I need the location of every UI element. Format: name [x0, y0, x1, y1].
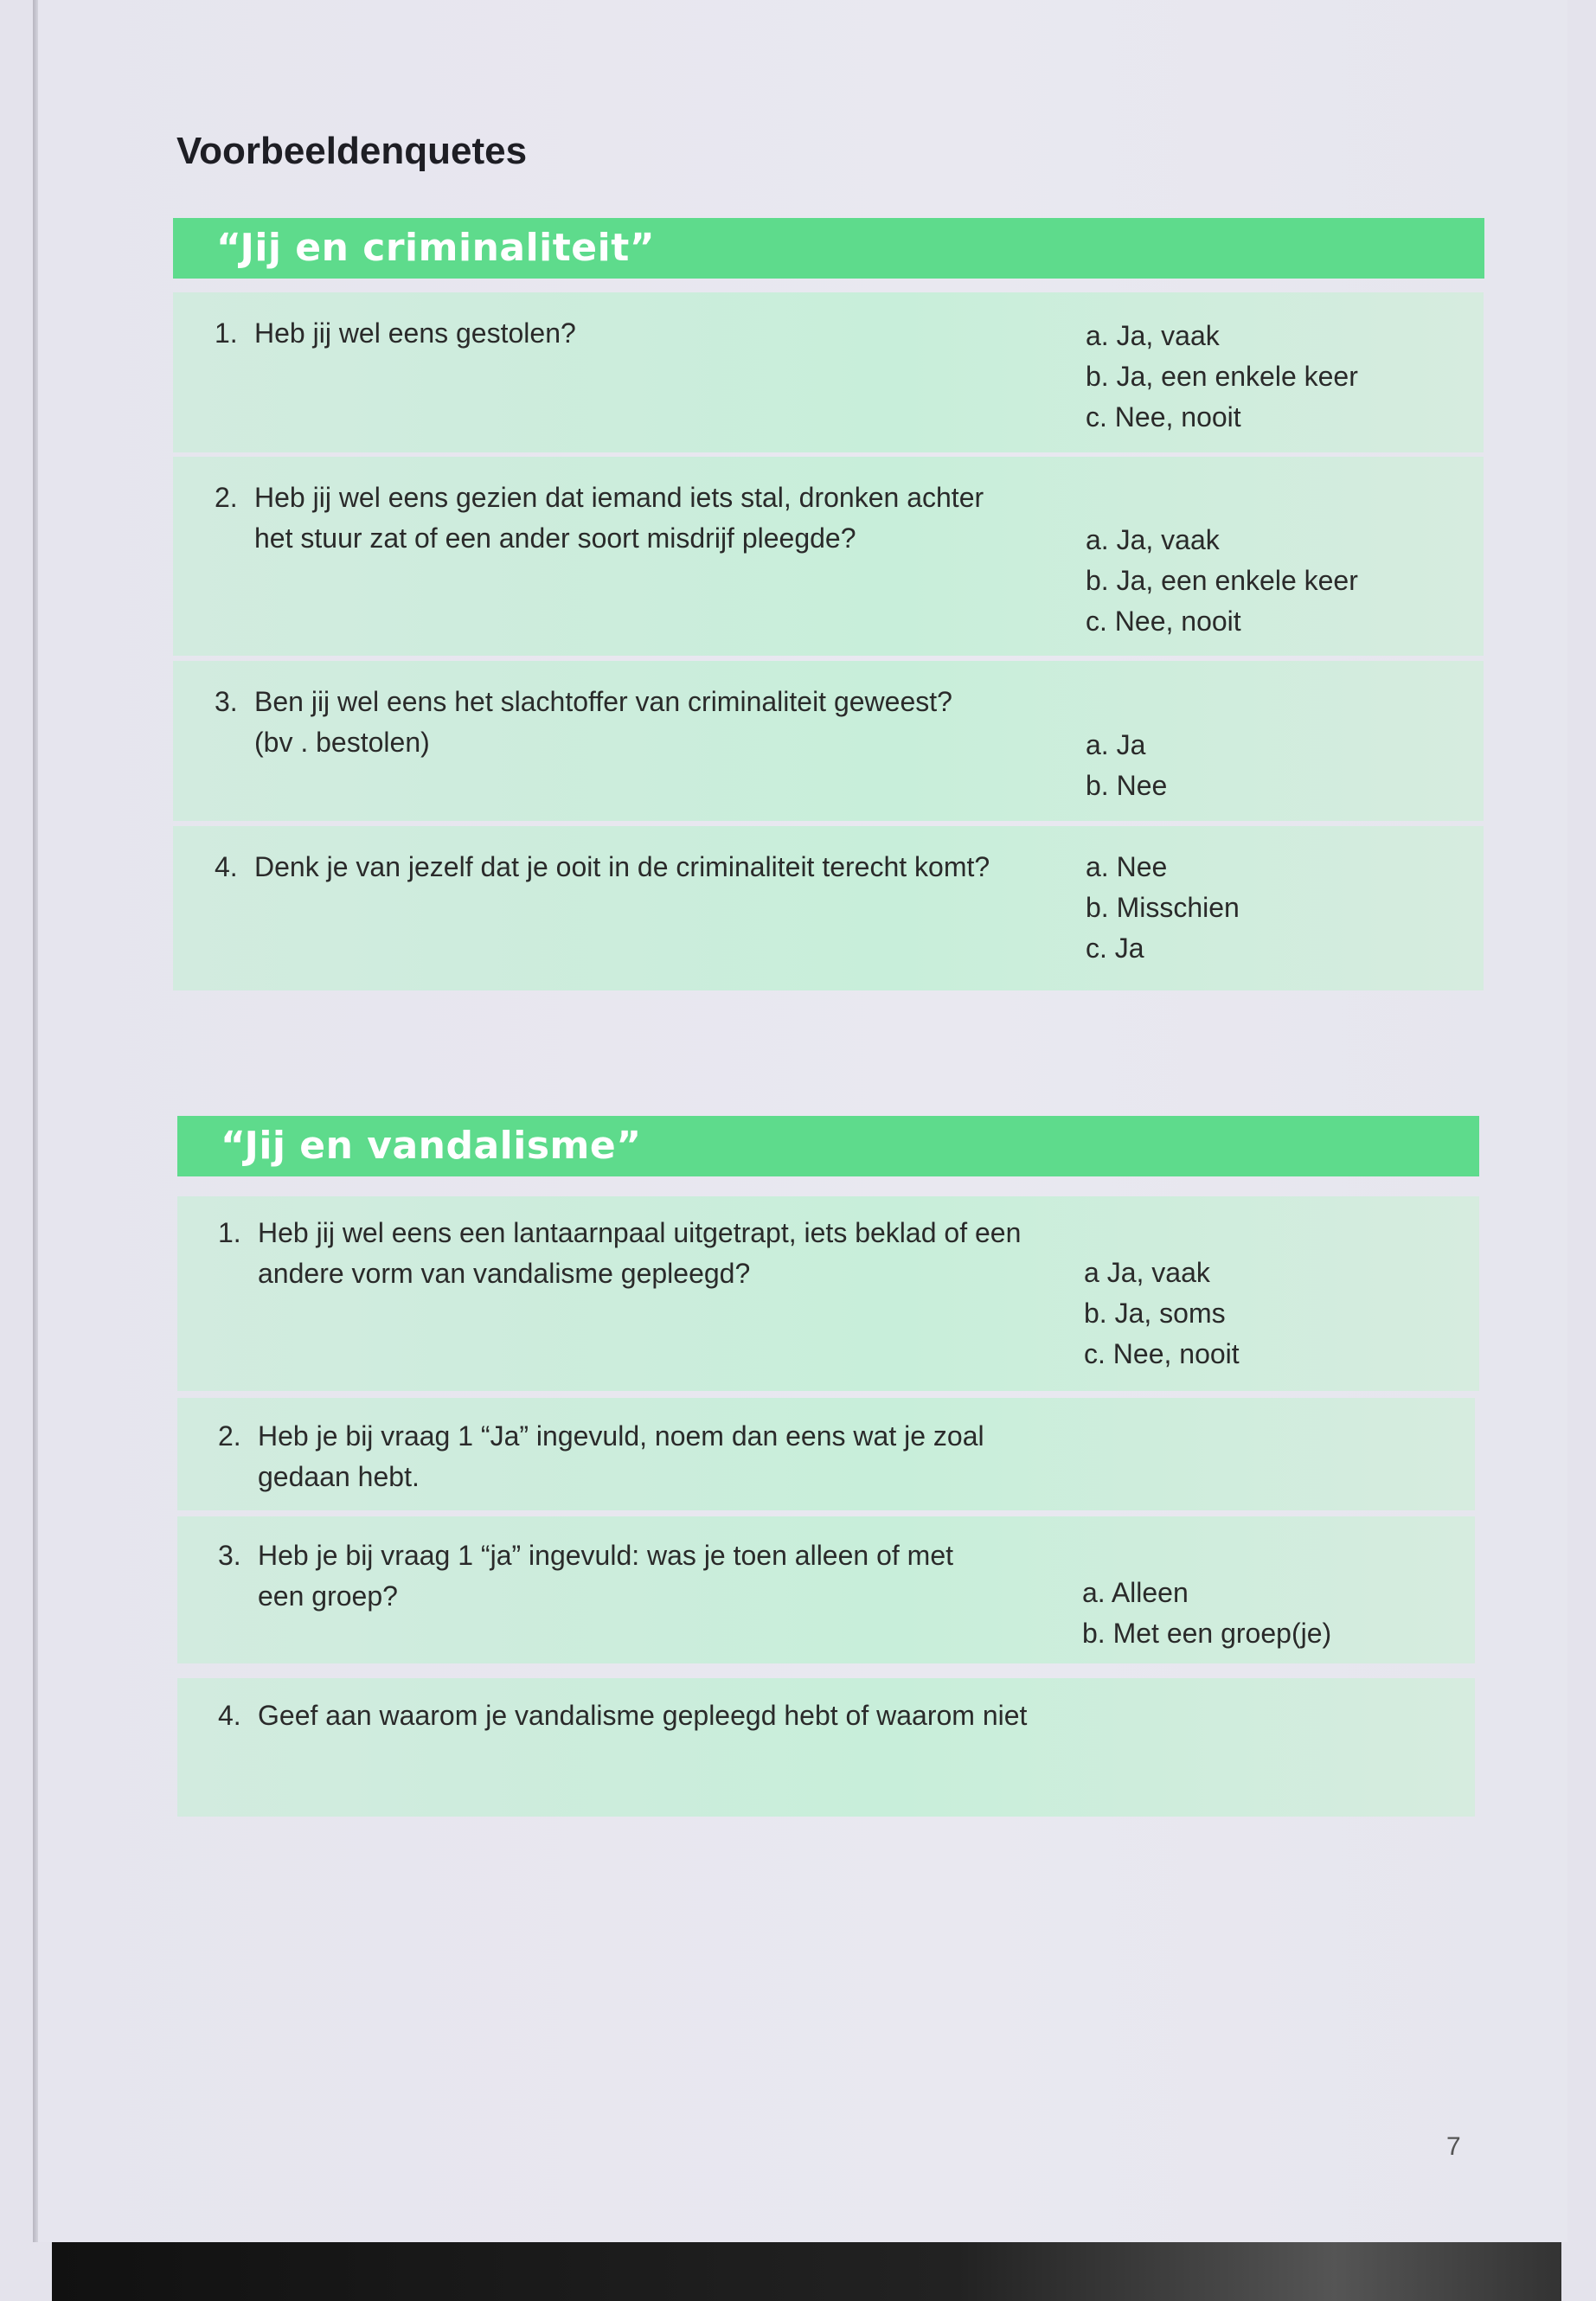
answer-option: a Ja, vaak	[1084, 1257, 1210, 1288]
question-body: Heb je bij vraag 1 “ja” ingevuld: was je toen alleen of met een groep?	[258, 1540, 953, 1612]
answer-options	[1082, 1573, 1331, 1654]
book-spine-edge	[33, 0, 38, 2242]
answer-option: a. Ja, vaak	[1086, 320, 1220, 351]
answer-options	[1086, 316, 1358, 438]
answer-option: c. Nee, nooit	[1086, 606, 1241, 637]
answer-option: b. Nee	[1086, 770, 1168, 801]
section-header-vandalisme: “Jij en vandalisme”	[177, 1116, 1479, 1176]
question-text	[215, 313, 1080, 354]
question-text	[215, 478, 1080, 559]
question-number: 2.	[218, 1420, 241, 1452]
answer-options	[1084, 1253, 1240, 1375]
question-number: 3.	[218, 1540, 241, 1571]
question-number: 4.	[215, 851, 238, 882]
question-text	[218, 1416, 1083, 1497]
answer-options	[1086, 847, 1240, 969]
answer-option: c. Nee, nooit	[1084, 1338, 1240, 1369]
question-body: Heb jij wel eens een lantaarnpaal uitgetrapt, iets beklad of een andere vorm van vandalisme gepleegd?	[258, 1217, 1022, 1289]
page-number: 7	[1446, 2132, 1461, 2161]
answer-option: b. Ja, soms	[1084, 1298, 1226, 1329]
question-text	[218, 1213, 1083, 1294]
answer-options	[1086, 725, 1167, 806]
answer-option: c. Nee, nooit	[1086, 401, 1241, 433]
answer-option: a. Alleen	[1082, 1577, 1189, 1608]
answer-option: c. Ja	[1086, 933, 1144, 964]
question-text	[215, 847, 1080, 888]
question-body: Heb jij wel eens gezien dat iemand iets stal, dronken achter het stuur zat of een ander soort misdrijf pleegde?	[254, 482, 984, 554]
answer-option: b. Misschien	[1086, 892, 1240, 923]
question-number: 1.	[215, 317, 238, 349]
question-number: 2.	[215, 482, 238, 513]
question-text	[215, 682, 1080, 763]
question-body: Geef aan waarom je vandalisme gepleegd hebt of waarom niet	[258, 1700, 1028, 1731]
section-header-criminaliteit: “Jij en criminaliteit”	[173, 218, 1484, 279]
question-number: 1.	[218, 1217, 241, 1248]
answer-option: b. Ja, een enkele keer	[1086, 361, 1358, 392]
answer-option: a. Ja, vaak	[1086, 524, 1220, 555]
question-text	[218, 1695, 1170, 1736]
question-body: Heb jij wel eens gestolen?	[254, 317, 576, 349]
bottom-edge-strip	[52, 2242, 1561, 2301]
answer-option: a. Ja	[1086, 729, 1146, 760]
question-body: Denk je van jezelf dat je ooit in de criminaliteit terecht komt?	[254, 851, 990, 882]
answer-option: b. Met een groep(je)	[1082, 1618, 1332, 1649]
question-number: 4.	[218, 1700, 241, 1731]
question-number: 3.	[215, 686, 238, 717]
answer-options	[1086, 520, 1358, 642]
answer-option: b. Ja, een enkele keer	[1086, 565, 1358, 596]
answer-option: a. Nee	[1086, 851, 1168, 882]
question-text	[218, 1535, 1083, 1617]
question-body: Ben jij wel eens het slachtoffer van criminaliteit geweest? (bv . bestolen)	[254, 686, 952, 758]
question-body: Heb je bij vraag 1 “Ja” ingevuld, noem dan eens wat je zoal gedaan hebt.	[258, 1420, 984, 1492]
page-title: Voorbeeldenquetes	[176, 130, 528, 172]
